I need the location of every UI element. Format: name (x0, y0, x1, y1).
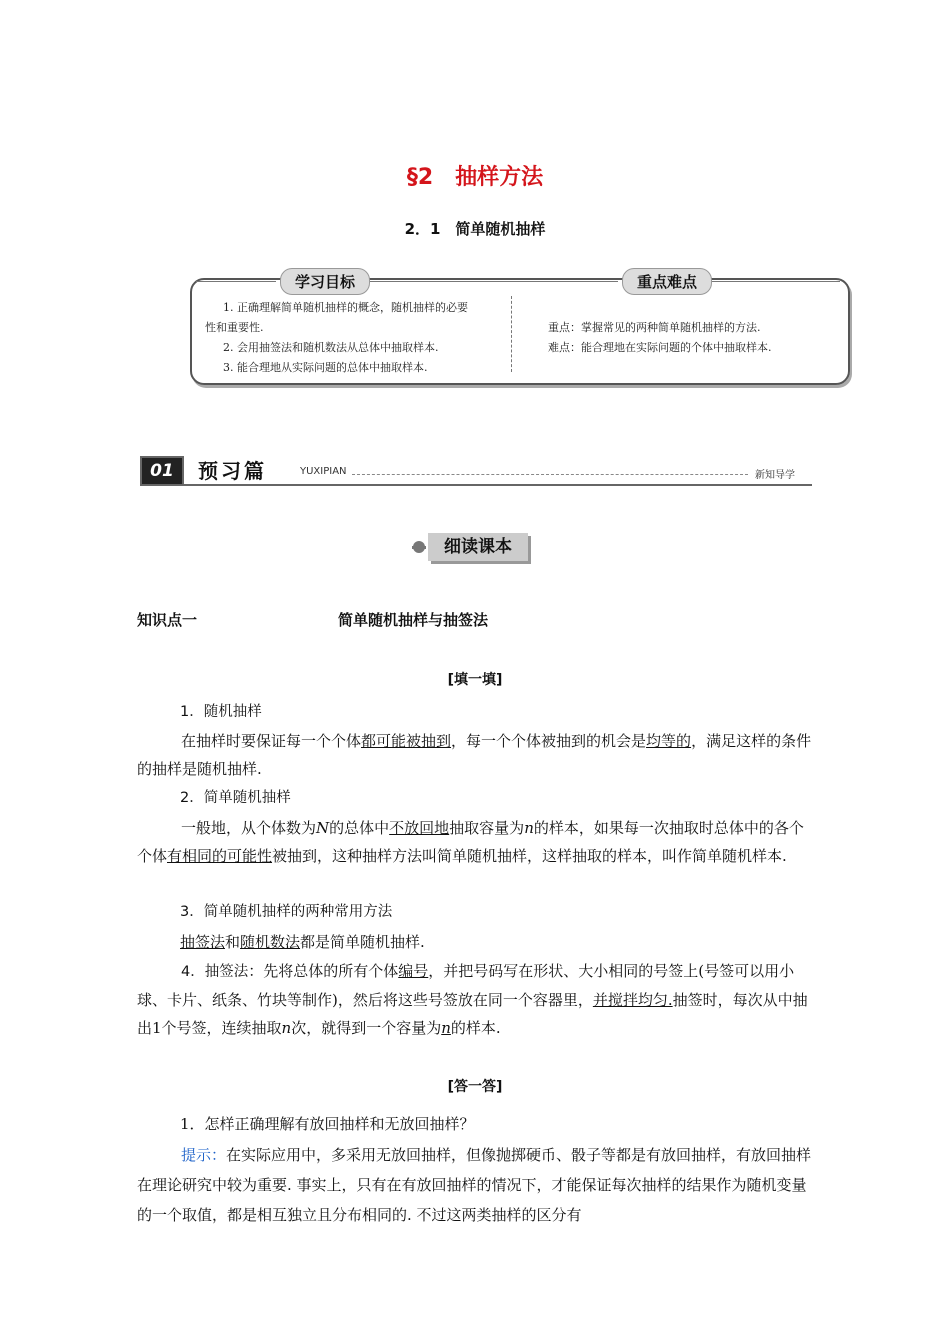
text: ：先将总体的所有个体 (248, 962, 399, 980)
blank-answer: 不放回地 (389, 819, 450, 837)
text: 被抽到，这种抽样方法叫简单随机抽样，这样抽取的样本，叫作简单随机样本. (272, 847, 787, 865)
hint-paragraph (137, 1140, 815, 1230)
banner-english: YUXIPIAN (300, 466, 347, 477)
text: 抽签时，每次从中抽出1个号签，连续抽取 (137, 991, 808, 1037)
blank-answer: 都可能被抽到 (361, 732, 452, 750)
fill-section-title: [填一填] (447, 672, 503, 688)
heading-random-sampling: 1．随机抽样 (180, 704, 262, 720)
blank-answer: n (441, 1019, 451, 1037)
heading-two-methods: 3．简单随机抽样的两种常用方法 (180, 904, 393, 920)
goal-line-1: 1. 正确理解简单随机抽样的概念，随机抽样的必要 (223, 301, 468, 314)
answer-section-title: [答一答] (447, 1079, 503, 1095)
heading-lottery: 4．抽签法 (181, 964, 249, 980)
section-badge: 01 (140, 456, 184, 486)
text: ，满足这样的条件的抽样是随机抽样. (137, 732, 812, 778)
tab-line-middle (370, 281, 618, 282)
blank-answer: 有相同的可能性 (167, 847, 273, 865)
text: ，每一个个体被抽到的机会是 (451, 732, 647, 750)
key-points-list (548, 318, 838, 358)
learning-goals-list (205, 298, 505, 378)
sub-title: 2．1 简单随机抽样 (404, 220, 546, 238)
hint-label: 提示： (181, 1146, 227, 1164)
paragraph-lottery-method (137, 957, 815, 1042)
banner-dashed-line (352, 474, 748, 475)
variable-n: n (281, 1019, 292, 1037)
question-1: 1．怎样正确理解有放回抽样和无放回抽样？ (180, 1115, 475, 1133)
text: 的样本，如果每一次抽取时总体中的各个个体 (137, 819, 804, 865)
banner-title: 预习篇 (198, 459, 267, 483)
text: 的总体中 (329, 819, 390, 837)
variable-N: N (316, 819, 330, 837)
key-points-tab: 重点难点 (622, 268, 712, 295)
text: 一般地，从个体数为 (181, 819, 317, 837)
blank-answer: 均等的 (646, 732, 692, 750)
text: 都是简单随机抽样. (300, 933, 425, 951)
box-divider (511, 296, 512, 372)
learning-goals-tab: 学习目标 (280, 268, 370, 295)
goal-line-3: 2. 会用抽签法和随机数法从总体中抽取样本. (223, 341, 439, 354)
knowledge-point-title: 简单随机抽样与抽签法 (338, 611, 489, 629)
banner-right-label: 新知导学 (755, 470, 795, 481)
tab-line-left-a (196, 281, 276, 282)
read-textbook-tag: 细读课本 (428, 533, 528, 561)
paragraph-simple-random-sampling (137, 814, 815, 870)
section-title: §2 抽样方法 (406, 165, 544, 190)
key-point-line-1: 重点：掌握常见的两种简单随机抽样的方法. (548, 321, 761, 334)
goal-line-4: 3. 能合理地从实际问题的总体中抽取样本. (223, 361, 428, 374)
variable-n: n (524, 819, 534, 837)
goal-line-2: 性和重要性. (205, 321, 264, 334)
text: 抽取容量为 (449, 819, 525, 837)
blank-answer: 随机数法 (240, 933, 301, 951)
text: 在抽样时要保证每一个个体 (181, 732, 362, 750)
key-point-line-2: 难点：能合理地在实际问题的个体中抽取样本. (548, 341, 772, 354)
paragraph-two-methods (180, 928, 820, 956)
read-tag-dot-icon (413, 541, 425, 553)
knowledge-point-label: 知识点一 (137, 611, 198, 629)
text: 的样本. (450, 1019, 501, 1037)
text: ，并把号码写在形状、大小相同的号签上(号签可以用小球、卡片、纸条、竹块等制作)，然后将这些号签放在同一个容器里， (137, 962, 795, 1009)
heading-simple-random-sampling: 2．简单随机抽样 (180, 790, 291, 806)
text: 和 (225, 933, 241, 951)
text: 次，就得到一个容量为 (291, 1019, 442, 1037)
tab-line-right (712, 281, 840, 282)
blank-answer: 编号 (398, 962, 429, 980)
hint-text: 在实际应用中，多采用无放回抽样，但像抛掷硬币、骰子等都是有放回抽样，有放回抽样在理论研究中较为重要. 事实上，只有在有放回抽样的情况下，才能保证每次抽样的结果作为随机变量的一个取值，都是相互独立且分布相同的. 不过这两类抽样的区分有 (137, 1146, 812, 1224)
banner-underline (140, 484, 812, 486)
blank-answer: 并搅拌均匀. (592, 991, 673, 1009)
blank-answer: 抽签法 (180, 933, 226, 951)
paragraph-random-sampling (137, 727, 815, 783)
